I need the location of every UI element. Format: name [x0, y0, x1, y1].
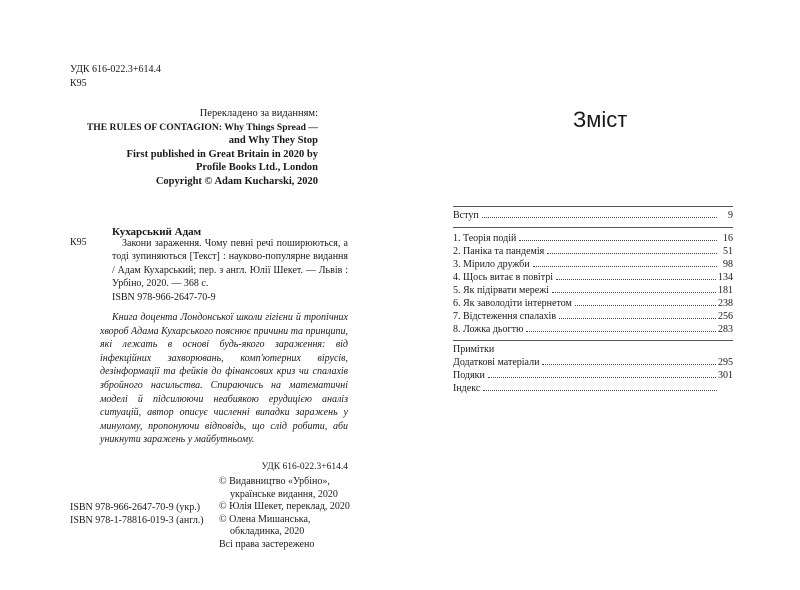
- copyright-line: обкладинка, 2020: [230, 526, 305, 538]
- copyright-line: українське видання, 2020: [230, 488, 338, 500]
- toc-entry-label: 5. Як підірвати мережі: [453, 285, 549, 296]
- toc-leader-dots: [542, 364, 716, 365]
- copyright-line: © Олена Мишанська,: [219, 513, 311, 525]
- toc-divider: [453, 206, 733, 207]
- toc-leader-dots: [482, 217, 717, 218]
- toc-leader-dots: [488, 377, 716, 378]
- toc-entry: [453, 210, 733, 222]
- toc-leader-dots: [552, 292, 716, 293]
- toc-leader-dots: [547, 253, 717, 254]
- toc-entry-label: 4. Щось витає в повітрі: [453, 272, 553, 283]
- bibliographic-isbn: ISBN 978-966-2647-70-9: [112, 291, 216, 303]
- bibliographic-description: [112, 237, 348, 304]
- author-name: Кухарський Адам: [112, 226, 202, 238]
- toc-entry-label: 7. Відстеження спалахів: [453, 311, 557, 322]
- copyright-line: © Видавництво «Урбіно»,: [219, 476, 330, 487]
- udk-code-bottom: УДК 616-022.3+614.4: [261, 462, 348, 472]
- toc-leader-dots: [533, 266, 717, 267]
- toc-divider: [453, 227, 733, 228]
- author-mark-top: К95: [70, 78, 87, 89]
- isbn-block: [70, 502, 204, 527]
- toc-entry-label: 1. Теорія подій: [453, 233, 517, 244]
- translation-note: [70, 107, 318, 188]
- toc-entry: [453, 311, 733, 323]
- toc-entry: [453, 357, 733, 369]
- toc-entry-label: 3. Мірило дружби: [453, 259, 530, 270]
- toc-entry: [453, 344, 733, 356]
- toc-entry-label: Індекс: [453, 383, 481, 394]
- toc-entry-label: 2. Паніка та пандемія: [453, 246, 545, 257]
- toc-entry-page: 283: [718, 324, 733, 335]
- toc-entry-label: 8. Ложка дьогтю: [453, 324, 524, 335]
- author-mark: К95: [70, 237, 87, 248]
- annotation: [100, 311, 348, 447]
- udk-code-top: УДК 616-022.3+614.4: [70, 64, 162, 75]
- toc-title: Зміст: [573, 107, 628, 132]
- toc-entry-page: 301: [718, 370, 733, 381]
- copyright-line: Всі права застережено: [219, 538, 315, 550]
- toc-entry-label: Вступ: [453, 210, 479, 221]
- translation-note-line: First published in Great Britain in 2020 by: [126, 148, 318, 160]
- translation-note-line: and Why They Stop: [228, 135, 318, 146]
- toc-leader-dots: [526, 331, 716, 332]
- toc-entry: [453, 259, 733, 271]
- toc-leader-dots: [483, 390, 717, 391]
- translation-note-line: Copyright © Adam Kucharski, 2020: [155, 175, 318, 187]
- isbn-english: ISBN 978-1-78816-019-3 (англ.): [70, 514, 204, 526]
- toc-leader-dots: [519, 240, 717, 241]
- toc-entry-page: 181: [718, 285, 733, 296]
- isbn-ukrainian: ISBN 978-966-2647-70-9 (укр.): [70, 502, 201, 513]
- toc-entry: [453, 383, 733, 395]
- toc-entry-page: 16: [723, 233, 733, 244]
- toc-entry-page: 51: [723, 246, 733, 257]
- annotation-text: Книга доцента Лондонської школи гігієни й тропічних хвороб Адама Кухарського пояснює причини та принципи, які лежать в основі будь-якого зараження: від інфекційних захворювань, комп'ютерних вірусів, дезінформації та фейків до фінансових криз чи спалахів збройного насильства. Спираючись на математичні моделі й підсилюючи неабиякою ерудицією аналіз ситуацій, автор описує численні випадки заражень у минулому, пропонуючи відповідь, що слід робити, аби уникнути заражень у майбутньому.: [100, 312, 348, 446]
- toc-leader-dots: [575, 305, 716, 306]
- toc-entry-page: 134: [718, 272, 733, 283]
- toc-entry-label: Додаткові матеріали: [453, 357, 540, 368]
- toc-entry: [453, 298, 733, 310]
- toc-entry-label: 6. Як заволодіти інтернетом: [453, 298, 572, 309]
- toc-entry-page: 256: [718, 311, 733, 322]
- translation-note-line: Перекладено за виданням:: [199, 108, 318, 119]
- toc-entry-page: 98: [723, 259, 733, 270]
- toc-entry-page: 9: [728, 210, 733, 221]
- toc-entry: [453, 246, 733, 258]
- translation-note-line: THE RULES OF CONTAGION: Why Things Spread —: [86, 121, 318, 133]
- toc-entry-page: 238: [718, 298, 733, 309]
- copyright-line: © Юлія Шекет, переклад, 2020: [219, 501, 350, 513]
- toc-entry-label: Подяки: [453, 370, 485, 381]
- toc-entry: [453, 272, 733, 284]
- toc-entry: [453, 370, 733, 382]
- udk-top-block: [70, 63, 161, 91]
- translation-note-line: Profile Books Ltd., London: [195, 162, 318, 173]
- toc-entry: [453, 285, 733, 297]
- toc-leader-dots: [556, 279, 716, 280]
- bibliographic-text: Закони зараження. Чому певні речі поширюються, а тоді зупиняються [Текст] : науково-популярне видання / Адам Кухарський; пер. з англ. Юлії Шекет. — Львів : Урбіно, 2020. — 368 с.: [112, 238, 348, 290]
- toc-entry-page: 295: [718, 357, 733, 368]
- toc-leader-dots: [559, 318, 716, 319]
- copyright-block: [219, 476, 350, 552]
- toc-divider: [453, 340, 733, 341]
- toc-entry-label: Примітки: [453, 344, 495, 355]
- toc-entry: [453, 324, 733, 336]
- toc-entry: [453, 233, 733, 245]
